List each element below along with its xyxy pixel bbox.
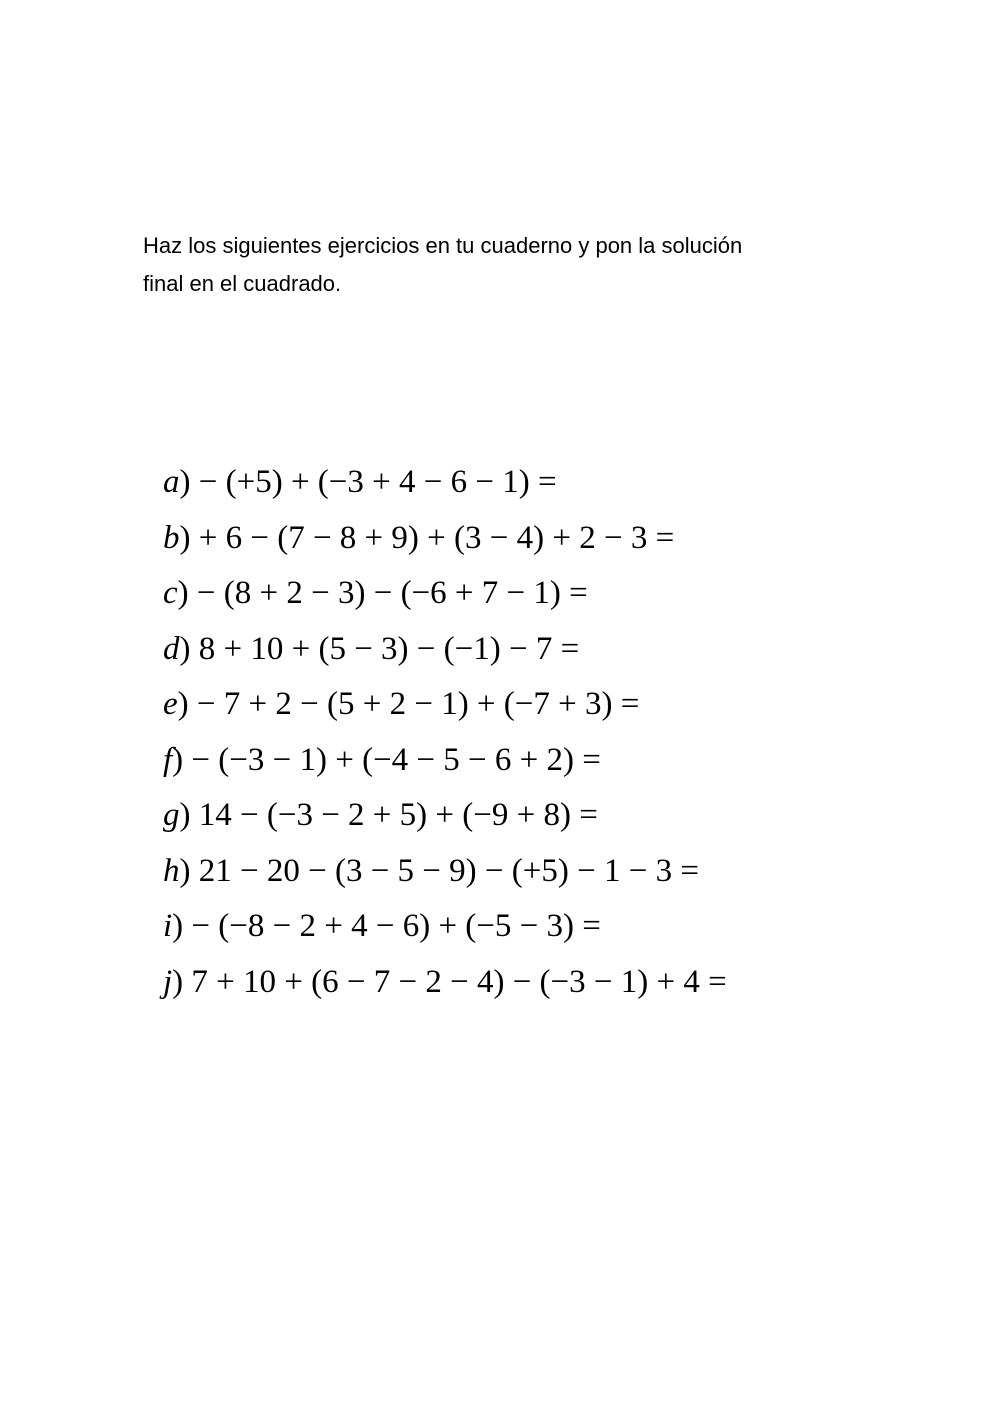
exercise-h	[163, 844, 727, 900]
exercise-letter: d	[163, 630, 180, 667]
exercise-d	[163, 622, 727, 678]
exercise-c	[163, 566, 727, 622]
exercise-expression: ) − (+5) + (−3 + 4 − 6 − 1) =	[179, 464, 557, 500]
exercise-expression: ) 7 + 10 + (6 − 7 − 2 − 4) − (−3 − 1) + 4 =	[172, 963, 727, 1000]
exercise-expression: ) + 6 − (7 − 8 + 9) + (3 − 4) + 2 − 3 =	[179, 519, 675, 556]
exercise-letter: c	[163, 575, 178, 611]
instructions-line-2: final en el cuadrado.	[143, 271, 342, 296]
exercise-expression: ) − (−3 − 1) + (−4 − 5 − 6 + 2) =	[172, 741, 601, 778]
exercise-expression: ) − 7 + 2 − (5 + 2 − 1) + (−7 + 3) =	[177, 686, 640, 722]
exercise-a	[163, 455, 727, 511]
exercise-letter: h	[163, 852, 180, 889]
exercise-letter: f	[163, 741, 173, 778]
exercise-f	[163, 733, 727, 789]
exercise-letter: j	[163, 963, 173, 1000]
exercise-list	[163, 455, 727, 1010]
exercise-letter: e	[163, 686, 178, 722]
exercise-e	[163, 677, 727, 733]
exercise-expression: ) − (8 + 2 − 3) − (−6 + 7 − 1) =	[177, 575, 588, 611]
exercise-b	[163, 511, 727, 567]
exercise-letter: i	[163, 908, 173, 944]
exercise-j	[163, 955, 727, 1011]
exercise-expression: ) 8 + 10 + (5 − 3) − (−1) − 7 =	[179, 630, 580, 667]
exercise-i	[163, 899, 727, 955]
instructions-line-1: Haz los siguientes ejercicios en tu cuaderno y pon la solución	[143, 233, 743, 258]
exercise-expression: ) 14 − (−3 − 2 + 5) + (−9 + 8) =	[179, 797, 598, 833]
instructions-text	[143, 227, 843, 303]
exercise-letter: b	[163, 519, 180, 556]
exercise-g	[163, 788, 727, 844]
exercise-expression: ) − (−8 − 2 + 4 − 6) + (−5 − 3) =	[172, 908, 601, 944]
exercise-letter: g	[163, 797, 180, 833]
exercise-letter: a	[163, 464, 180, 500]
exercise-expression: ) 21 − 20 − (3 − 5 − 9) − (+5) − 1 − 3 =	[179, 852, 699, 889]
